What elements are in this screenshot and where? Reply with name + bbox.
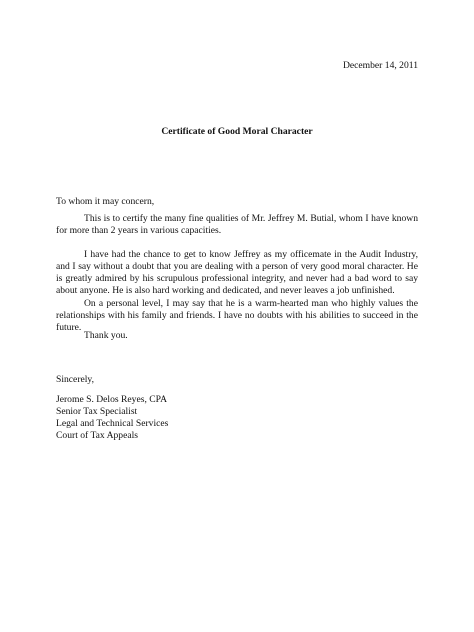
signatory-name: Jerome S. Delos Reyes, CPA bbox=[56, 394, 168, 405]
signatory-department: Legal and Technical Services bbox=[56, 417, 169, 429]
thanks-line: Thank you. bbox=[84, 330, 128, 341]
letter-date: December 14, 2011 bbox=[342, 60, 418, 71]
body-paragraph-personal: On a personal level, I may say that he is a warm-hearted man who highly values the relationships with his family and friends. I have no doubts with his abilities to succeed in the future. bbox=[56, 298, 418, 333]
body-paragraph-certification: This is to certify the many fine qualities of Mr. Jeffrey M. Butial, whom I have known for more than 2 years in various capacities. bbox=[56, 213, 418, 236]
signatory-position: Senior Tax Specialist bbox=[56, 405, 138, 417]
salutation: To whom it may concern, bbox=[56, 196, 155, 207]
body-paragraph-professional: I have had the chance to get to know Jeffrey as my officemate in the Audit Industry, and I say without a doubt that you are dealing with a person of very good moral character. He is greatly admired by his scrupulous professional integrity, and never had a bad word to say about anyone. He is also hard working and dedicated, and never leaves a job unfinished. bbox=[56, 249, 418, 296]
signature-block bbox=[56, 394, 168, 442]
closing-line: Sincerely, bbox=[56, 374, 95, 385]
document-title: Certificate of Good Moral Character bbox=[161, 126, 313, 137]
signatory-organization: Court of Tax Appeals bbox=[56, 429, 139, 441]
